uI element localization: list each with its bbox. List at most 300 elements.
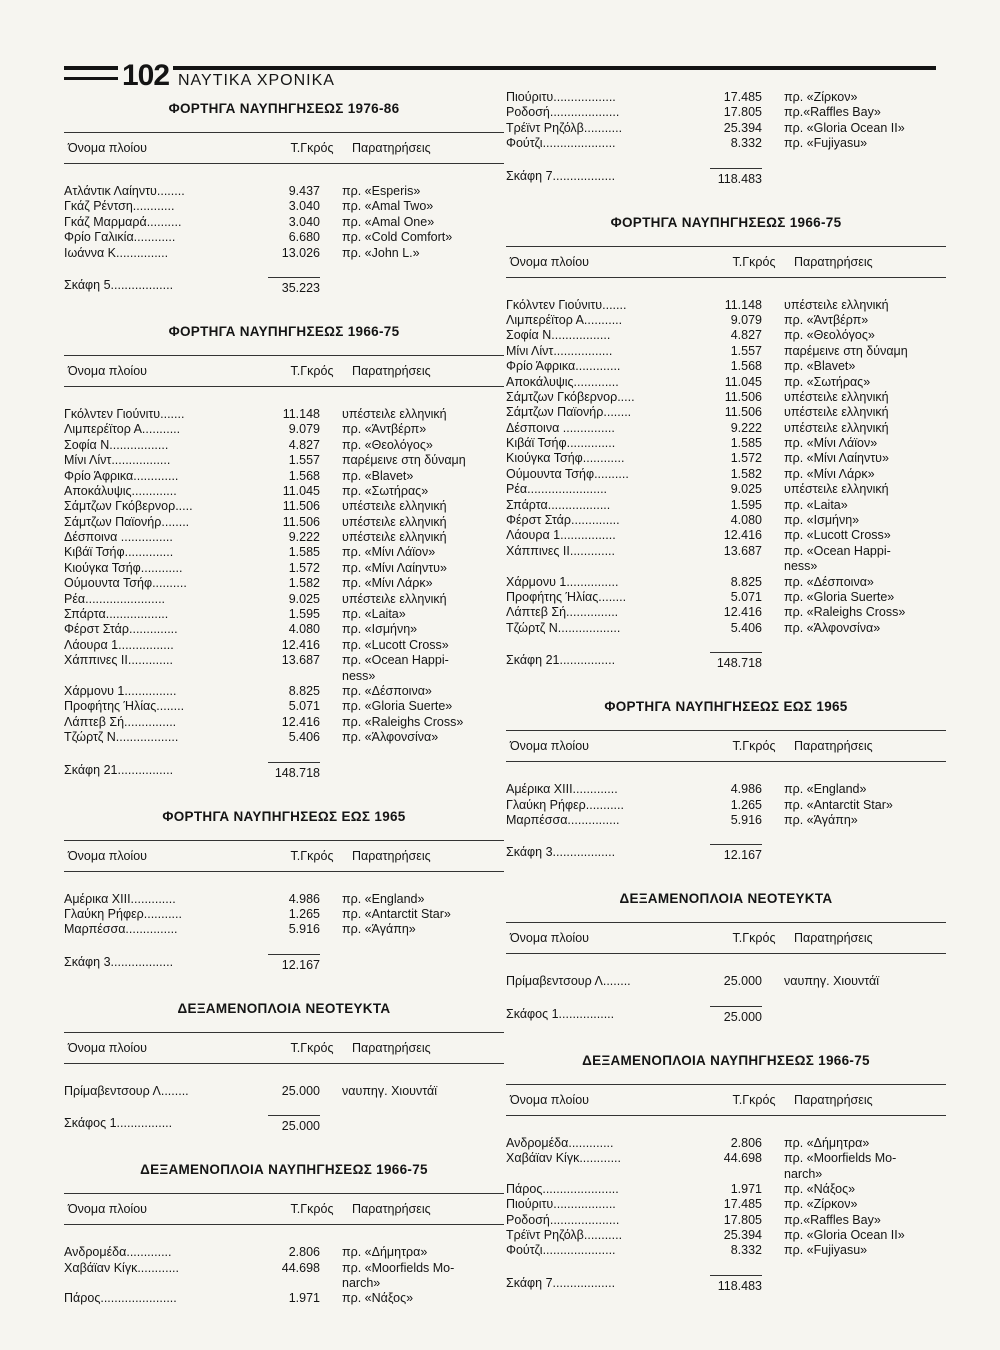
gross-tonnage: [244, 669, 328, 684]
table-row: [64, 622, 504, 637]
gross-tonnage: 44.698: [281, 1260, 320, 1275]
table-row: [506, 313, 946, 328]
table-row: [64, 669, 504, 684]
ship-name: Κιβάϊ Τσήφ..............: [64, 545, 174, 560]
column-header-grt: Τ.Γκρός: [290, 848, 334, 863]
ship-name: Λιμπερέϊτορ Α...........: [506, 312, 623, 327]
remarks: παρέμεινε στη δύναμη: [342, 453, 466, 468]
total-cell: [686, 652, 770, 671]
section-title: ΔΕΞΑΜΕΝΟΠΛΟΙΑ ΝΕΟΤΕΥΚΤΑ: [177, 1000, 391, 1016]
gross-tonnage: 2.806: [288, 1245, 320, 1260]
table-row: [506, 1228, 946, 1243]
table-section: [64, 323, 504, 778]
ship-name: Μαρπέσσα...............: [64, 922, 178, 937]
ship-name: Σπάρτα..................: [64, 607, 169, 622]
table-row: [64, 922, 504, 937]
table-section: [506, 90, 946, 184]
remarks: πρ. «Raleighs Cross»: [342, 714, 464, 729]
table-row: [506, 798, 946, 813]
total-label: Σκάφος 1................: [506, 1006, 615, 1021]
remarks: πρ. «Laita»: [342, 607, 406, 622]
ship-name: [64, 1276, 244, 1291]
section-gap: [64, 970, 504, 1000]
remarks: πρ. «Ocean Happi-: [784, 543, 891, 558]
gross-tonnage: 9.222: [288, 530, 320, 545]
table-row: [64, 1291, 504, 1306]
ship-name: [506, 559, 686, 574]
ship-name: Λάουρα 1................: [64, 637, 174, 652]
total-cell: [244, 954, 328, 970]
ship-name: Αποκάλυψις.............: [64, 483, 177, 498]
table-row: [64, 1245, 504, 1260]
ship-name: Ατλάντικ Λαίηντυ........: [64, 184, 185, 198]
gross-tonnage: 5.916: [730, 812, 762, 827]
remarks: πρ. «Lucott Cross»: [784, 528, 891, 543]
gross-tonnage: 1.265: [730, 797, 762, 812]
ship-name: Σοφία Ν.................: [64, 437, 169, 452]
remarks: πρ. «Ocean Happi-: [342, 653, 449, 668]
ship-name: Αποκάλυψις.............: [506, 374, 619, 389]
remarks: υπέστειλε ελληνική: [342, 514, 447, 529]
ship-name: Μίνι Λίντ.................: [506, 343, 613, 358]
remarks: πρ. «Gloria Suerte»: [342, 699, 453, 714]
gross-tonnage: 8.825: [288, 683, 320, 698]
gross-tonnage: 4.827: [730, 328, 762, 343]
table-row: [506, 436, 946, 451]
column-header-name: Όνομα πλοίου: [68, 363, 147, 378]
table-row: [506, 605, 946, 620]
ship-name: Χάππινες ΙΙ.............: [64, 653, 174, 668]
section-gap: [64, 293, 504, 323]
ship-name: Λάπτεβ Σή...............: [506, 605, 619, 620]
remarks: narch»: [342, 1275, 381, 1290]
ship-name: Σπάρτα..................: [506, 497, 611, 512]
table-header: [64, 355, 504, 387]
gross-tonnage: 13.687: [723, 543, 762, 558]
remarks: πρ. «Άγάπη»: [342, 922, 416, 937]
remarks: υπέστειλε ελληνική: [784, 297, 889, 312]
section-gap: [506, 860, 946, 890]
table-row: [506, 513, 946, 528]
table-row: [506, 1167, 946, 1182]
remarks: πρ. «John L.»: [342, 245, 420, 260]
gross-tonnage: 4.080: [288, 622, 320, 637]
section-title: ΦΟΡΤΗΓΑ ΝΑΥΠΗΓΗΣΕΩΣ 1966-75: [610, 214, 842, 230]
ship-name: Ανδρομέδα.............: [64, 1245, 172, 1260]
gross-tonnage: 8.332: [730, 136, 762, 151]
table-row: [64, 638, 504, 653]
total-label: Σκάφη 3..................: [64, 954, 174, 969]
table-row: [506, 1213, 946, 1228]
table-row: [506, 375, 946, 390]
table-row: [506, 451, 946, 466]
gross-tonnage: 12.416: [723, 605, 762, 620]
remarks: πρ. «Μίνι Λάϊον»: [784, 436, 878, 451]
table-row: [506, 559, 946, 574]
remarks: πρ. «England»: [342, 891, 425, 906]
gross-tonnage: 1.585: [730, 436, 762, 451]
column-header-grt: Τ.Γκρός: [732, 931, 776, 946]
remarks: ness»: [342, 668, 376, 683]
total-value: 148.718: [268, 762, 320, 781]
table-header: [506, 1084, 946, 1116]
table-row: [506, 467, 946, 482]
remarks: πρ. «Δήμητρα»: [784, 1135, 870, 1150]
gross-tonnage: 11.148: [724, 297, 762, 312]
ship-name: Γλαύκη Ρήφερ...........: [64, 906, 182, 921]
gross-tonnage: 9.025: [288, 591, 320, 606]
ship-name: Γλαύκη Ρήφερ...........: [506, 797, 624, 812]
gross-tonnage: 13.026: [281, 245, 320, 260]
ship-name: Τζώρτζ Ν..................: [64, 730, 179, 745]
gross-tonnage: 6.680: [288, 230, 320, 245]
gross-tonnage: 1.265: [288, 906, 320, 921]
total-label: Σκάφη 21................: [506, 653, 616, 668]
total-cell: [686, 168, 770, 184]
ship-name: Φρίο Άφρικα.............: [506, 359, 621, 374]
total-cell: [686, 1275, 770, 1291]
table-row: [64, 684, 504, 699]
column-header-grt: Τ.Γκρός: [290, 1202, 334, 1217]
remarks: πρ. «Moorfields Mo-: [342, 1260, 455, 1275]
table-section: [64, 1161, 504, 1307]
gross-tonnage: 12.416: [281, 637, 320, 652]
remarks: πρ. «Antarctit Star»: [342, 906, 451, 921]
ship-name: [506, 1167, 686, 1182]
ship-name: Χάρμονυ 1...............: [506, 574, 619, 589]
ship-name: Γκόλντεν Γιούνιτυ.......: [506, 297, 627, 312]
remarks: πρ. «Μίνι Λάϊον»: [342, 545, 436, 560]
remarks: υπέστειλε ελληνική: [342, 530, 447, 545]
table-section: [506, 1052, 946, 1291]
remarks: πρ. «Gloria Ocean II»: [784, 120, 905, 135]
ship-name: [64, 669, 244, 684]
table-section: [64, 1000, 504, 1134]
gross-tonnage: 3.040: [288, 214, 320, 229]
table-row: [64, 1261, 504, 1276]
table-row: [506, 390, 946, 405]
remarks: υπέστειλε ελληνική: [784, 389, 889, 404]
remarks: πρ. «Fujiyasu»: [784, 136, 868, 151]
table-row: [64, 607, 504, 622]
remarks: παρέμεινε στη δύναμη: [784, 343, 908, 358]
table-section: [506, 698, 946, 863]
gross-tonnage: 5.916: [288, 922, 320, 937]
section-title: ΦΟΡΤΗΓΑ ΝΑΥΠΗΓΗΣΕΩΣ 1976-86: [168, 101, 400, 116]
gross-tonnage: 25.394: [723, 120, 762, 135]
ship-name: Δέσποινα ...............: [64, 530, 173, 545]
remarks: πρ. «Νάξος»: [342, 1291, 414, 1306]
ship-name: Τρέϊντ Ρηζόλβ...........: [506, 120, 623, 135]
total-label: Σκάφη 3..................: [506, 845, 616, 860]
left-column: [64, 100, 504, 1307]
table-rows: [64, 892, 504, 938]
remarks: πρ. «Moorfields Mo-: [784, 1151, 897, 1166]
gross-tonnage: [686, 559, 770, 574]
column-header-grt: Τ.Γκρός: [732, 254, 776, 269]
ship-name: Σάμτζων Παϊονήρ........: [506, 405, 632, 420]
ship-name: Φέρστ Στάρ..............: [506, 513, 620, 528]
table-row: [64, 407, 504, 422]
column-header-name: Όνομα πλοίου: [68, 1202, 147, 1217]
total-row: [506, 1275, 946, 1291]
total-row: [506, 844, 946, 863]
gross-tonnage: 17.805: [723, 105, 762, 120]
ship-name: Γκάζ Μαρμαρά..........: [64, 214, 182, 229]
total-value: 12.167: [710, 844, 762, 863]
table-rows: [506, 90, 946, 152]
table-row: [506, 1243, 946, 1258]
section-gap: [506, 184, 946, 214]
remarks: πρ. «Δήμητρα»: [342, 1245, 428, 1260]
section-title: ΦΟΡΤΗΓΑ ΝΑΥΠΗΓΗΣΕΩΣ ΕΩΣ 1965: [604, 699, 848, 715]
remarks: πρ. «Lucott Cross»: [342, 637, 449, 652]
remarks: πρ. «Δέσποινα»: [342, 683, 432, 698]
table-row: [506, 421, 946, 436]
ship-name: Ροδοσή....................: [506, 105, 620, 120]
gross-tonnage: 1.971: [730, 1181, 762, 1196]
remarks: πρ. «Ισμήνη»: [784, 513, 860, 528]
total-label: Σκάφος 1................: [64, 1116, 173, 1131]
table-row: [64, 215, 504, 230]
table-row: [64, 730, 504, 745]
section-gap: [506, 668, 946, 698]
column-header-name: Όνομα πλοίου: [510, 931, 589, 946]
gross-tonnage: 11.506: [282, 514, 320, 529]
column-header-notes: Παρατηρήσεις: [352, 1202, 431, 1217]
total-cell: [244, 1115, 328, 1134]
remarks: πρ. «Cold Comfort»: [342, 230, 453, 245]
ship-name: Ρέα.......................: [64, 591, 166, 606]
column-header-name: Όνομα πλοίου: [68, 1040, 147, 1055]
column-header-notes: Παρατηρήσεις: [352, 1040, 431, 1055]
remarks: υπέστειλε ελληνική: [784, 405, 889, 420]
ship-name: Σοφία Ν.................: [506, 328, 611, 343]
table-row: [64, 453, 504, 468]
remarks: υπέστειλε ελληνική: [342, 406, 447, 421]
total-label: Σκάφη 7..................: [506, 1275, 616, 1290]
table-rows: [64, 184, 504, 261]
table-row: [64, 515, 504, 530]
remarks: πρ. «Νάξος»: [784, 1181, 856, 1196]
ship-name: Ιωάννα Κ...............: [64, 245, 169, 260]
remarks: ness»: [784, 559, 818, 574]
gross-tonnage: 25.394: [723, 1228, 762, 1243]
right-column: [506, 90, 946, 1291]
ship-name: Λάπτεβ Σή...............: [64, 714, 177, 729]
table-row: [64, 653, 504, 668]
remarks: narch»: [784, 1166, 823, 1181]
column-header-name: Όνομα πλοίου: [68, 848, 147, 863]
table-header: [506, 246, 946, 278]
gross-tonnage: 5.071: [288, 699, 320, 714]
ship-name: Δέσποινα ...............: [506, 420, 615, 435]
table-row: [64, 484, 504, 499]
table-row: [506, 813, 946, 828]
ship-name: Τρέϊντ Ρηζόλβ...........: [506, 1228, 623, 1243]
ship-name: Φρίο Γαλικία............: [64, 230, 176, 245]
remarks: υπέστειλε ελληνική: [784, 420, 889, 435]
table-row: [64, 438, 504, 453]
page-number: 102: [118, 58, 173, 94]
table-row: [506, 1182, 946, 1197]
section-title: ΔΕΞΑΜΕΝΟΠΛΟΙΑ ΝΑΥΠΗΓΗΣΕΩΣ 1966-75: [582, 1052, 870, 1068]
ship-name: Κιούγκα Τσήφ............: [506, 451, 625, 466]
table-header: [506, 922, 946, 954]
gross-tonnage: 17.805: [723, 1212, 762, 1227]
remarks: πρ. «Gloria Ocean II»: [784, 1228, 905, 1243]
column-header-name: Όνομα πλοίου: [510, 1092, 589, 1107]
table-row: [64, 230, 504, 245]
gross-tonnage: 4.827: [288, 437, 320, 452]
ship-name: Ρέα.......................: [506, 482, 608, 497]
ship-name: Κιούγκα Τσήφ............: [64, 560, 183, 575]
total-value: 12.167: [268, 954, 320, 973]
gross-tonnage: 3.040: [288, 199, 320, 214]
gross-tonnage: 17.485: [723, 90, 762, 104]
ship-name: Χάππινες ΙΙ.............: [506, 543, 616, 558]
table-row: [506, 298, 946, 313]
section-title: ΔΕΞΑΜΕΝΟΠΛΟΙΑ ΝΑΥΠΗΓΗΣΕΩΣ 1966-75: [140, 1162, 428, 1178]
table-row: [506, 121, 946, 136]
remarks: πρ.«Raffles Bay»: [784, 1212, 881, 1227]
ship-name: Σάμτζων Γκόβερνορ.....: [506, 389, 635, 404]
column-header-name: Όνομα πλοίου: [510, 254, 589, 269]
table-row: [506, 344, 946, 359]
gross-tonnage: 11.045: [282, 483, 320, 498]
total-value: 25.000: [268, 1115, 320, 1134]
ship-name: Φούτζι.....................: [506, 1243, 616, 1258]
table-row: [64, 907, 504, 922]
gross-tonnage: 1.572: [730, 451, 762, 466]
gross-tonnage: 1.557: [730, 343, 762, 358]
gross-tonnage: 44.698: [723, 1151, 762, 1166]
table-header: [64, 840, 504, 872]
table-row: [506, 359, 946, 374]
gross-tonnage: 11.506: [282, 499, 320, 514]
table-rows: [64, 1245, 504, 1307]
table-header: [506, 730, 946, 762]
total-value: 148.718: [710, 652, 762, 671]
ship-name: Τζώρτζ Ν..................: [506, 620, 621, 635]
table-row: [64, 576, 504, 591]
gross-tonnage: 2.806: [730, 1135, 762, 1150]
table-rows: [506, 782, 946, 828]
ship-name: Λάουρα 1................: [506, 528, 616, 543]
ship-name: Φούτζι.....................: [506, 136, 616, 151]
table-row: [506, 136, 946, 151]
column-header-name: Όνομα πλοίου: [68, 141, 147, 155]
gross-tonnage: 9.222: [730, 420, 762, 435]
remarks: πρ. «Άντβέρπ»: [784, 312, 869, 327]
remarks: υπέστειλε ελληνική: [342, 499, 447, 514]
column-header-notes: Παρατηρήσεις: [352, 363, 431, 378]
total-row: [64, 762, 504, 778]
total-row: [506, 168, 946, 184]
table-row: [64, 499, 504, 514]
section-gap: [64, 1131, 504, 1161]
total-value: 25.000: [710, 1006, 762, 1025]
gross-tonnage: 5.071: [730, 589, 762, 604]
table-section: [64, 100, 504, 293]
gross-tonnage: 1.568: [288, 468, 320, 483]
gross-tonnage: 5.406: [730, 620, 762, 635]
column-header-notes: Παρατηρήσεις: [794, 254, 873, 269]
table-section: [506, 890, 946, 1024]
ship-name: Μαρπέσσα...............: [506, 812, 620, 827]
section-title: ΔΕΞΑΜΕΝΟΠΛΟΙΑ ΝΕΟΤΕΥΚΤΑ: [619, 891, 833, 907]
table-section: [506, 214, 946, 669]
remarks: πρ. «Σωτήρας»: [342, 483, 429, 498]
ship-name: Αμέρικα ΧΙΙΙ.............: [64, 891, 176, 906]
gross-tonnage: 11.506: [724, 405, 762, 420]
table-rows: [506, 974, 946, 989]
table-row: [64, 1276, 504, 1291]
remarks: πρ. «Θεολόγος»: [342, 437, 433, 452]
table-row: [506, 974, 946, 989]
remarks: πρ. «Άγάπη»: [784, 812, 858, 827]
ship-name: Σάμτζων Γκόβερνορ.....: [64, 499, 193, 514]
table-row: [64, 715, 504, 730]
remarks: πρ. «Μίνι Λαίηντυ»: [784, 451, 889, 466]
table-row: [506, 544, 946, 559]
gross-tonnage: 25.000: [281, 1083, 320, 1098]
remarks: πρ. «Σωτήρας»: [784, 374, 871, 389]
remarks: πρ.«Raffles Bay»: [784, 105, 881, 120]
table-row: [506, 528, 946, 543]
remarks: πρ. «Άντβέρπ»: [342, 422, 427, 437]
gross-tonnage: 1.582: [288, 576, 320, 591]
total-cell: [244, 277, 328, 293]
column-header-notes: Παρατηρήσεις: [794, 739, 873, 754]
total-row: [64, 1115, 504, 1134]
remarks: πρ. «Μίνι Λάρκ»: [342, 576, 433, 591]
gross-tonnage: 1.585: [288, 545, 320, 560]
remarks: πρ. «Amal Two»: [342, 199, 434, 214]
remarks: πρ. «Άλφονσίνα»: [784, 620, 881, 635]
table-row: [506, 1136, 946, 1151]
column-header-notes: Παρατηρήσεις: [794, 1092, 873, 1107]
table-row: [506, 328, 946, 343]
remarks: πρ. «Θεολόγος»: [784, 328, 875, 343]
gross-tonnage: 11.506: [724, 389, 762, 404]
total-row: [64, 277, 504, 293]
gross-tonnage: 1.572: [288, 560, 320, 575]
table-rows: [64, 1084, 504, 1099]
remarks: πρ. «Άλφονσίνα»: [342, 730, 439, 745]
gross-tonnage: 4.986: [288, 891, 320, 906]
ship-name: Φρίο Άφρικα.............: [64, 468, 179, 483]
ship-name: Γκάζ Ρέντση............: [64, 199, 175, 214]
total-label: Σκάφη 7..................: [506, 168, 616, 183]
remarks: πρ. «Μίνι Λάρκ»: [784, 466, 875, 481]
ship-name: Σάμτζων Παϊονήρ........: [64, 514, 190, 529]
gross-tonnage: 8.332: [730, 1243, 762, 1258]
remarks: υπέστειλε ελληνική: [784, 482, 889, 497]
gross-tonnage: 5.406: [288, 730, 320, 745]
gross-tonnage: [244, 1276, 328, 1291]
gross-tonnage: [686, 1167, 770, 1182]
total-row: [506, 1006, 946, 1022]
table-row: [64, 592, 504, 607]
gross-tonnage: 9.079: [730, 312, 762, 327]
ship-name: Αμέρικα ΧΙΙΙ.............: [506, 782, 618, 797]
total-value: 118.483: [710, 168, 762, 187]
column-header-grt: Τ.Γκρός: [732, 1092, 776, 1107]
gross-tonnage: 11.148: [282, 406, 320, 421]
remarks: ναυπηγ. Χιουντάϊ: [342, 1083, 438, 1098]
total-value: 35.223: [268, 277, 320, 296]
